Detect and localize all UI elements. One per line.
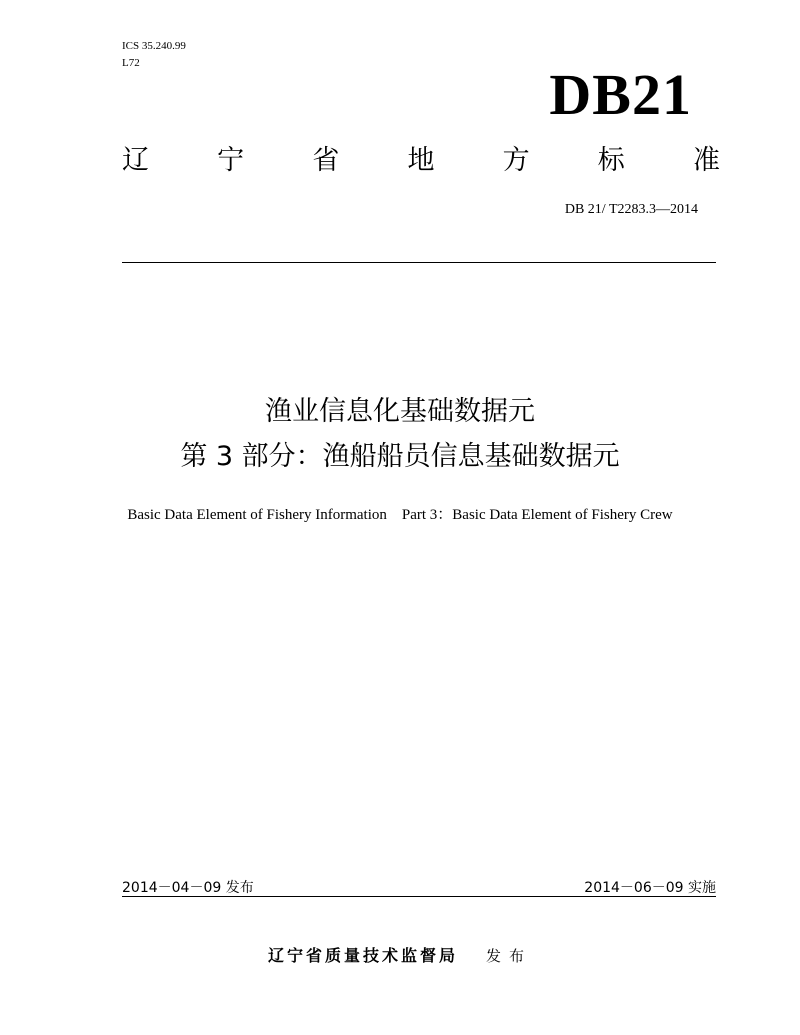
- standard-type-char: 标: [597, 145, 625, 176]
- issuer-name: 辽宁省质量技术监督局: [267, 946, 458, 965]
- standard-type-char: 宁: [217, 145, 245, 176]
- ics-code: ICS 35.240.99: [122, 40, 186, 52]
- standard-type-char: 准: [692, 145, 720, 176]
- standard-type-char: 方: [502, 145, 530, 176]
- issue-action: 发布: [486, 947, 533, 965]
- standard-type-char: 辽: [122, 145, 149, 176]
- db21-logo: DB21: [549, 62, 692, 127]
- classification-codes: [122, 38, 186, 72]
- issue-date: 2014－04－09 发布: [122, 880, 254, 896]
- implement-date: 2014－06－09 实施: [584, 880, 716, 896]
- title-cn-line1: 渔业信息化基础数据元: [265, 396, 535, 427]
- standard-type-char: 地: [407, 145, 435, 176]
- title-en: Basic Data Element of Fishery Information Part 3：Basic Data Element of Fishery Crew: [127, 507, 673, 523]
- standard-type-char: 省: [312, 145, 340, 176]
- ccs-code: L72: [122, 57, 140, 69]
- title-cn-line2: 第 3 部分：渔船船员信息基础数据元: [180, 441, 620, 472]
- issuer-line: [0, 943, 800, 966]
- top-divider: [122, 262, 716, 263]
- standard-type-title: [122, 143, 720, 179]
- standard-number: DB 21/ T2283.3—2014: [564, 202, 698, 217]
- bottom-divider: [122, 896, 716, 897]
